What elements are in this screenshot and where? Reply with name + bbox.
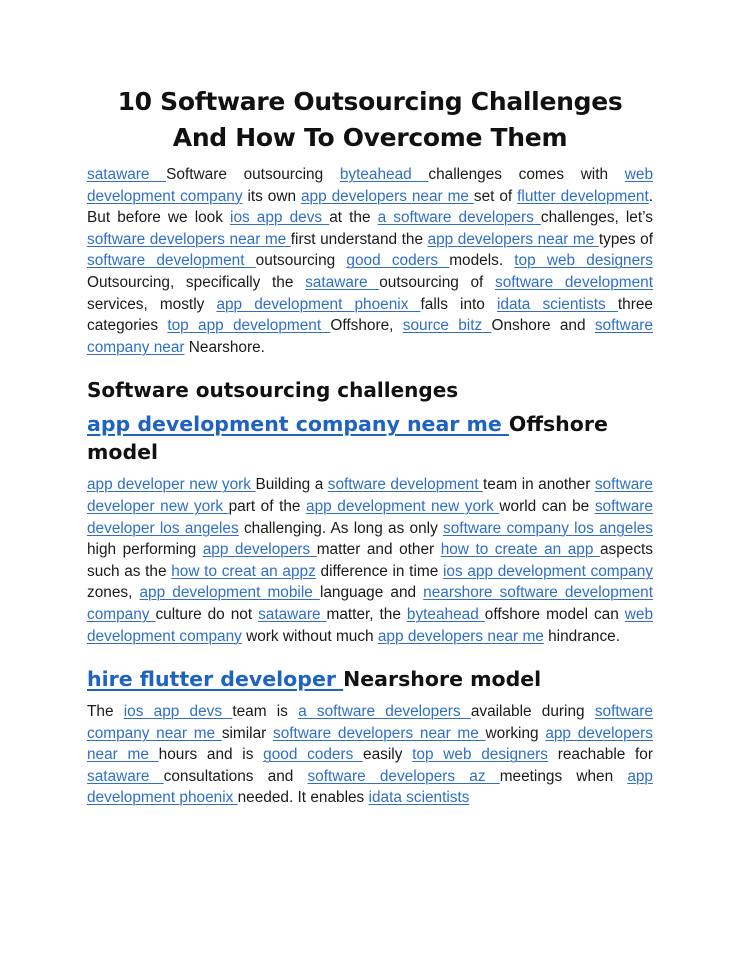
offshore-heading-link[interactable]: app development company near me bbox=[87, 412, 509, 437]
inline-link[interactable]: sataware bbox=[87, 166, 167, 183]
inline-link[interactable]: flutter development bbox=[517, 187, 649, 205]
inline-link[interactable]: app developers near me bbox=[427, 230, 599, 248]
inline-link[interactable]: software company near bbox=[87, 317, 653, 356]
inline-link[interactable]: source bitz bbox=[402, 317, 492, 335]
nearshore-heading-label: Nearshore model bbox=[343, 667, 542, 692]
paragraph-text: available during bbox=[470, 703, 595, 721]
paragraph-text: Outsourcing, specifically the bbox=[87, 273, 306, 291]
paragraph-text: models. bbox=[449, 252, 515, 270]
inline-link[interactable]: sataware bbox=[305, 273, 380, 291]
inline-link[interactable]: top web designers bbox=[412, 746, 548, 764]
paragraph-text: working bbox=[485, 724, 546, 742]
paragraph-text: hours and is bbox=[158, 746, 264, 764]
inline-link[interactable]: software company near me bbox=[87, 703, 653, 742]
paragraph-text: matter and other bbox=[316, 541, 441, 559]
section-heading: Software outsourcing challenges bbox=[87, 378, 459, 403]
page-title-line1: 10 Software Outsourcing Challenges bbox=[117, 87, 623, 116]
inline-link[interactable]: software development bbox=[87, 252, 256, 270]
inline-link[interactable]: sataware bbox=[87, 767, 164, 785]
paragraph-text: services, mostly bbox=[87, 295, 217, 313]
paragraph-text: culture do not bbox=[155, 605, 259, 623]
paragraph-text: at the bbox=[329, 209, 378, 227]
nearshore-heading-link[interactable]: hire flutter developer bbox=[87, 667, 344, 692]
inline-link[interactable]: web development company bbox=[87, 166, 653, 205]
inline-link[interactable]: nearshore software development company bbox=[87, 584, 653, 623]
inline-link[interactable]: web development company bbox=[87, 605, 654, 645]
inline-link[interactable]: software developer los angeles bbox=[87, 497, 653, 537]
inline-link[interactable]: sataware bbox=[258, 605, 327, 623]
paragraph-text: The bbox=[87, 703, 124, 721]
inline-link[interactable]: how to creat an appz bbox=[171, 562, 316, 580]
paragraph-text: difference in time bbox=[315, 562, 443, 580]
paragraph-text: world can be bbox=[499, 497, 595, 515]
inline-link[interactable]: ios app development company bbox=[442, 562, 653, 580]
inline-link[interactable]: software developer new york bbox=[87, 476, 653, 515]
paragraph-text: Onshore and bbox=[491, 317, 595, 335]
inline-link[interactable]: app developers near me bbox=[377, 627, 544, 645]
paragraph-text: set of bbox=[473, 187, 518, 205]
paragraph-text: similar bbox=[221, 724, 273, 742]
inline-link[interactable]: good coders bbox=[263, 746, 364, 764]
paragraph-text: language and bbox=[319, 584, 424, 602]
paragraph-text: challenging. As long as only bbox=[238, 519, 444, 537]
paragraph-text: needed. It enables bbox=[237, 789, 369, 807]
inline-link[interactable]: app developers near me bbox=[87, 724, 654, 764]
paragraph-text: Software outsourcing bbox=[166, 166, 340, 183]
offshore-paragraph bbox=[87, 474, 653, 647]
nearshore-paragraph bbox=[87, 701, 653, 809]
inline-link[interactable]: app development new york bbox=[306, 497, 500, 515]
inline-link[interactable]: software development bbox=[495, 273, 653, 291]
nearshore-heading bbox=[87, 665, 653, 693]
paragraph-text: high performing bbox=[87, 541, 203, 559]
paragraph-text: team is bbox=[232, 703, 299, 721]
inline-link[interactable]: idata scientists bbox=[368, 789, 470, 807]
paragraph-text: challenges, let’s bbox=[540, 209, 653, 227]
offshore-heading-label: Offshore model bbox=[87, 412, 608, 465]
paragraph-text: reachable for bbox=[547, 746, 653, 764]
paragraph-text: work without much bbox=[241, 627, 378, 645]
paragraph-text: aspects such as the bbox=[87, 541, 653, 580]
paragraph-text: zones, bbox=[87, 584, 140, 602]
inline-link[interactable]: top app development bbox=[167, 317, 331, 335]
inline-link[interactable]: ios app devs bbox=[123, 703, 233, 721]
page-title bbox=[87, 84, 653, 156]
paragraph-text: Offshore, bbox=[330, 317, 403, 335]
paragraph-text: Nearshore. bbox=[184, 338, 265, 356]
inline-link[interactable]: ios app devs bbox=[230, 209, 330, 227]
inline-link[interactable]: byteahead bbox=[339, 166, 429, 183]
inline-link[interactable]: software developers near me bbox=[87, 230, 291, 248]
paragraph-text: three categories bbox=[87, 295, 653, 335]
paragraph-text: challenges comes with bbox=[428, 166, 625, 183]
inline-link[interactable]: idata scientists bbox=[496, 295, 618, 313]
inline-link[interactable]: app developers near me bbox=[300, 187, 474, 205]
inline-link[interactable]: how to create an app bbox=[440, 541, 600, 559]
paragraph-text: falls into bbox=[420, 295, 497, 313]
inline-link[interactable]: app developers bbox=[202, 541, 317, 559]
paragraph-text: team in another bbox=[483, 476, 595, 494]
inline-link[interactable]: a software developers bbox=[298, 703, 471, 721]
inline-link[interactable]: software developers near me bbox=[273, 724, 486, 742]
inline-link[interactable]: app development phoenix bbox=[216, 295, 421, 313]
paragraph-text: . But before we look bbox=[87, 187, 653, 227]
inline-link[interactable]: app development phoenix bbox=[87, 767, 653, 807]
inline-link[interactable]: good coders bbox=[346, 252, 450, 270]
intro-paragraph bbox=[87, 164, 653, 358]
paragraph-text: Building a bbox=[255, 476, 328, 494]
offshore-heading bbox=[87, 410, 653, 466]
paragraph-text: outsourcing of bbox=[379, 273, 496, 291]
inline-link[interactable]: software company los angeles bbox=[443, 519, 653, 537]
paragraph-text: matter, the bbox=[326, 605, 407, 623]
paragraph-text: first understand the bbox=[290, 230, 428, 248]
inline-link[interactable]: top web designers bbox=[514, 252, 653, 270]
paragraph-text: easily bbox=[363, 746, 413, 764]
paragraph-text: offshore model can bbox=[484, 605, 625, 623]
inline-link[interactable]: app developer new york bbox=[87, 476, 256, 494]
paragraph-text: outsourcing bbox=[255, 252, 347, 270]
paragraph-text: hindrance. bbox=[543, 627, 620, 645]
paragraph-text: consultations and bbox=[163, 767, 308, 785]
page-title-line2: And How To Overcome Them bbox=[172, 123, 568, 152]
paragraph-text: its own bbox=[242, 187, 301, 205]
inline-link[interactable]: software development bbox=[327, 476, 483, 494]
inline-link[interactable]: a software developers bbox=[377, 209, 541, 227]
inline-link[interactable]: app development mobile bbox=[139, 584, 320, 602]
inline-link[interactable]: software developers az bbox=[307, 767, 500, 785]
paragraph-text: types of bbox=[598, 230, 653, 248]
paragraph-text: part of the bbox=[228, 497, 307, 515]
paragraph-text: meetings when bbox=[499, 767, 628, 785]
inline-link[interactable]: byteahead bbox=[406, 605, 485, 623]
